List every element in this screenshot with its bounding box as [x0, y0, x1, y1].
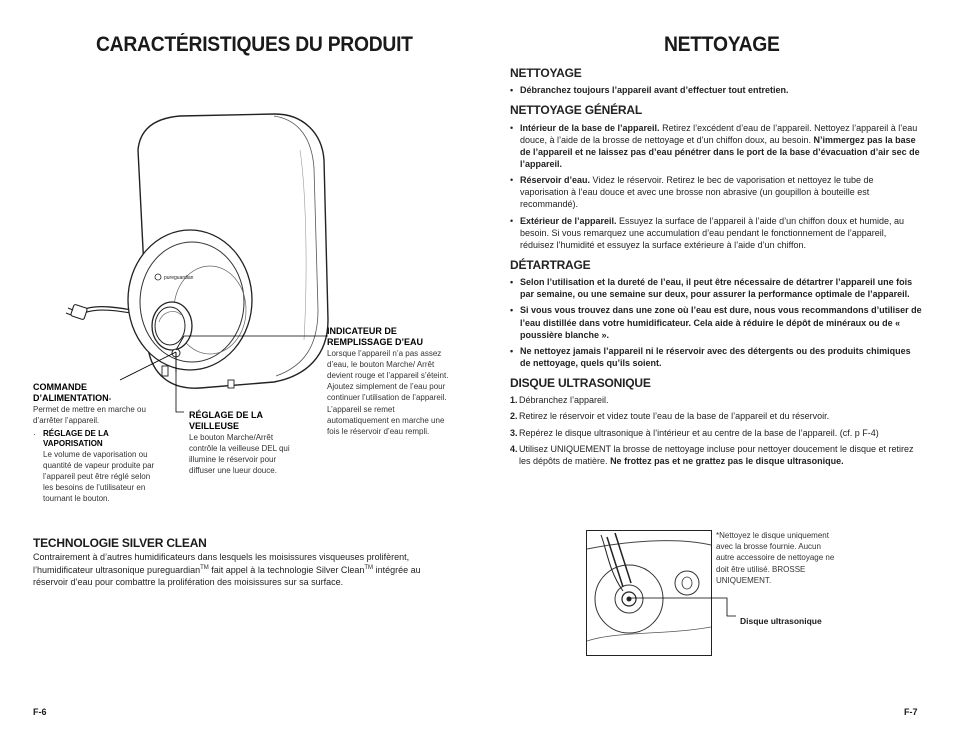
step-text: Repérez le disque ultrasonique à l’intérieur et au centre de la base de l’appareil. (cf. p F-4)	[519, 427, 879, 438]
base-interior-text: Retirez l’excédent d’eau de l’appareil. Nettoyez l’appareil à l’eau douce, à l’aide de la brosse de nettoyage et d’un chiffon doux, au besoin.	[520, 122, 918, 145]
step-warning: Ne frottez pas et ne grattez pas le disque ultrasonique.	[610, 455, 844, 466]
mist-control-desc: Le volume de vaporisation ou quantité de vapeur produite par l’appareil peut être réglé selon les besoins de l’utilisateur en tournant le bouton.	[43, 449, 155, 504]
unplug-bullet: • Débranchez toujours l’appareil avant d’effectuer tout entretien.	[510, 84, 922, 96]
nightlight-title: RÉGLAGE DE LA VEILLEUSE	[189, 410, 263, 431]
descaling-heading: DÉTARTRAGE	[510, 257, 591, 272]
right-page-title: NETTOYAGE	[664, 33, 780, 56]
power-control-suffix: -	[108, 393, 112, 403]
ultrasonic-disc-figure	[586, 530, 712, 656]
brand-logo: pureguardian	[164, 275, 194, 281]
step-text: Utilisez UNIQUEMENT la brosse de nettoyage incluse pour nettoyer doucement le disque et retirez les dépôts de matière.	[519, 443, 914, 466]
step-number: 2.	[510, 411, 518, 422]
general-bullet-1	[510, 122, 922, 171]
cleaning-content	[510, 65, 922, 471]
silver-clean-text	[33, 551, 423, 589]
step-number: 4.	[510, 443, 518, 454]
exterior-text: Essuyez la surface de l’appareil à l’aide d’un chiffon doux et humide, au besoin. Si vous remarquez une accumulation d’eau pendant le fonctionnement de l’appareil, réduisez l’humidité et essuyez la surface extérieure à l’aide d’un chiffon.	[520, 215, 905, 250]
general-cleaning-heading: NETTOYAGE GÉNÉRAL	[510, 103, 642, 118]
tank-text: Videz le réservoir. Retirez le bec de vaporisation et nettoyez le tube de vaporisation à l’eau douce et avec une brosse non abrasive (un goupillon à bouteille est recommandé).	[520, 175, 874, 210]
cleaning-heading: NETTOYAGE	[510, 66, 582, 80]
disc-label: Disque ultrasonique	[740, 616, 822, 626]
descaling-bullet-1: • Selon l’utilisation et la dureté de l’eau, il peut être nécessaire de détartrer l’appareil une fois par semaine, ou une semaine sur deux, pour assurer la performance optimale de l’appareil.	[510, 276, 922, 300]
step-number: 3.	[510, 427, 518, 438]
tm-mark-1: TM	[200, 564, 209, 571]
power-control-title: COMMANDE D’ALIMENTATION	[33, 382, 109, 403]
callout-power-control: COMMANDE D’ALIMENTATION- Permet de mettre en marche ou d’arrêter l’appareil. · RÉGLAGE DE LA VAPORISATION Le volume de vaporisation ou quantité de vapeur produite par l’appareil peut être réglé selon les besoins de l’utilisateur en tournant le bouton.	[33, 382, 161, 504]
left-page-number: F-6	[33, 707, 47, 717]
silver-clean-text-3: intégrée au réservoir d’eau pour combattre la prolifération des moisissures sur sa surface.	[33, 564, 421, 588]
tm-mark-2: TM	[364, 564, 374, 571]
silver-clean-text-2: fait appel à la technologie Silver Clean	[208, 564, 365, 575]
disc-brush-illustration	[587, 531, 711, 655]
descaling-bullet-2: • Si vous vous trouvez dans une zone où l’eau est dure, nous vous recommandons d’utiliser de l’eau distillée dans votre humidificateur. Cela aide à réduire le dépôt de minéraux ou de « poussière blanche ».	[510, 304, 922, 340]
water-indicator-title: INDICATEUR DE REMPLISSAGE D’EAU	[327, 326, 424, 347]
mist-control-title: RÉGLAGE DE LA VAPORISATION	[43, 429, 109, 448]
disc-step-2	[510, 410, 922, 422]
callout-water-indicator	[327, 326, 457, 437]
silver-clean-section	[33, 535, 423, 589]
left-page-title: CARACTÉRISTIQUES DU PRODUIT	[96, 33, 413, 56]
disc-leader-line	[630, 596, 740, 626]
descaling-bullet-3: • Ne nettoyez jamais l’appareil ni le réservoir avec des détergents ou des produits chimiques de nettoyage, quels qu’ils soient.	[510, 345, 922, 369]
base-interior-label: Intérieur de la base de l’appareil.	[520, 122, 660, 133]
callout-nightlight	[189, 410, 301, 476]
general-bullet-3	[510, 215, 922, 251]
exterior-label: Extérieur de l’appareil.	[520, 215, 617, 226]
base-interior-warning: N’immergez pas la base de l’appareil et ne laissez pas d’eau pénétrer dans le port de la base d’évacuation d’air sec de l’appareil.	[520, 134, 920, 169]
right-page-number: F-7	[904, 707, 918, 717]
general-bullet-2	[510, 174, 922, 210]
ultrasonic-disc-heading: DISQUE ULTRASONIQUE	[510, 376, 651, 391]
disc-step-4	[510, 443, 922, 467]
tank-label: Réservoir d’eau.	[520, 175, 591, 186]
disc-step-3	[510, 427, 922, 439]
silver-clean-heading: TECHNOLOGIE SILVER CLEAN	[33, 536, 207, 550]
humidifier-illustration	[60, 110, 340, 400]
step-text: Débranchez l’appareil.	[519, 395, 609, 406]
nightlight-desc: Le bouton Marche/Arrêt contrôle la veilleuse DEL qui illumine le réservoir pour diffuser une lueur douce.	[189, 432, 290, 476]
step-number: 1.	[510, 395, 518, 406]
disc-step-1	[510, 394, 922, 406]
power-control-desc: Permet de mettre en marche ou d’arrêter l’appareil.	[33, 404, 146, 426]
figure-note: *Nettoyez le disque uniquement avec la brosse fournie. Aucun autre accessoire de nettoyage ne doit être utilisé. BROSSE UNIQUEMENT.	[716, 531, 835, 585]
step-text: Retirez le réservoir et videz toute l’eau de la base de l’appareil et du réservoir.	[519, 411, 830, 422]
silver-clean-text-1: Contrairement à d’autres humidificateurs dans lesquels les moisissures visqueuses prolifèrent, l’humidificateur ultrasonique pureguardian	[33, 552, 410, 575]
water-indicator-desc: Lorsque l’appareil n’a pas assez d’eau, le bouton Marche/ Arrêt devient rouge et l’appareil s’éteint. Ajoutez simplement de l’eau pour continuer l’utilisation de l’appareil. L’appareil se remet automatiquement en marche une fois le réservoir d’eau rempli.	[327, 348, 449, 436]
